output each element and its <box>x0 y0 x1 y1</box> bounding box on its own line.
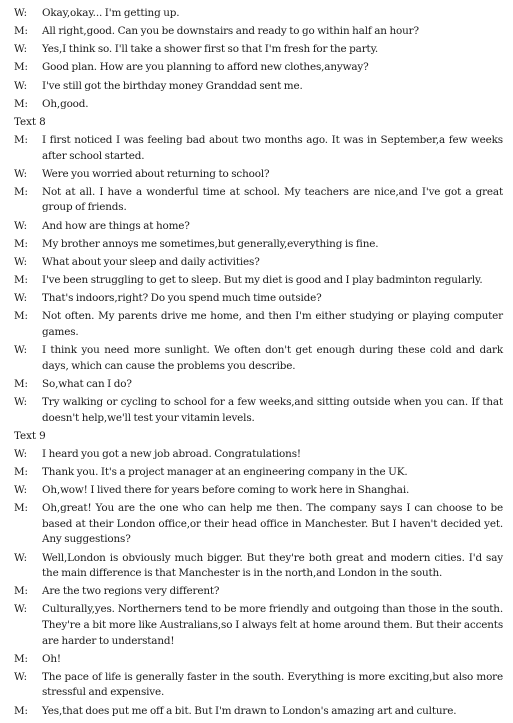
section-heading: Text 9 <box>14 429 46 442</box>
speaker-label: W: <box>14 292 27 305</box>
dialogue-text: What about your sleep and daily activities? <box>42 255 260 268</box>
speaker-label: M: <box>14 237 28 250</box>
speaker-label: M: <box>14 465 28 478</box>
dialogue-text: I first noticed I was feeling bad about two months ago. It was in September,a few weeks after school started. <box>42 133 503 162</box>
dialogue-text: Yes,that does put me off a bit. But I'm drawn to London's amazing art and culture. <box>42 704 457 717</box>
speaker-label: M: <box>14 133 28 146</box>
dialogue-line <box>14 652 503 668</box>
dialogue-line <box>14 255 503 271</box>
dialogue-line <box>14 291 503 307</box>
dialogue-line <box>14 97 503 113</box>
dialogue-line <box>14 704 503 720</box>
speaker-label: M: <box>14 377 28 390</box>
dialogue-line <box>14 133 503 164</box>
dialogue-text: All right,good. Can you be downstairs and ready to go within half an hour? <box>42 25 419 38</box>
dialogue-line <box>14 237 503 253</box>
speaker-label: M: <box>14 704 28 717</box>
dialogue-text: My brother annoys me sometimes,but generally,everything is fine. <box>42 237 379 250</box>
dialogue-line <box>14 395 503 426</box>
dialogue-text: Oh,good. <box>42 97 89 110</box>
dialogue-line <box>14 483 503 499</box>
dialogue-text: And how are things at home? <box>42 219 190 232</box>
dialogue-line <box>14 79 503 95</box>
speaker-label: M: <box>14 502 28 515</box>
dialogue-text: Oh! <box>42 652 61 665</box>
dialogue-text: Yes,I think so. I'll take a shower first so that I'm fresh for the party. <box>42 43 379 56</box>
speaker-label: W: <box>14 79 27 92</box>
dialogue-line <box>14 219 503 235</box>
speaker-label: M: <box>14 585 28 598</box>
dialogue-text: So,what can I do? <box>42 377 132 390</box>
speaker-label: W: <box>14 603 27 616</box>
dialogue-line <box>14 167 503 183</box>
dialogue-line <box>14 602 503 649</box>
dialogue-text: I've been struggling to get to sleep. But my diet is good and I play badminton regularly. <box>42 274 483 287</box>
dialogue-line <box>14 42 503 58</box>
dialogue-text: I think you need more sunlight. We often don't get enough during these cold and dark days, which can cause the problems you describe. <box>42 344 503 372</box>
speaker-label: M: <box>14 25 28 38</box>
dialogue-text: Oh,wow! I lived there for years before coming to work here in Shanghai. <box>42 484 410 497</box>
speaker-label: W: <box>14 344 27 357</box>
dialogue-line <box>14 447 503 463</box>
dialogue-line <box>14 465 503 481</box>
dialogue-text: Oh,great! You are the one who can help me then. The company says I can choose to be based at their London office,or their head office in Manchester. But I haven't decided yet. Any suggestions? <box>42 502 503 546</box>
dialogue-text: Not often. My parents drive me home, and then I'm either studying or playing computer games. <box>42 310 503 338</box>
speaker-label: W: <box>14 551 27 564</box>
speaker-label: W: <box>14 167 27 180</box>
dialogue-line <box>14 309 503 340</box>
dialogue-line <box>14 6 503 22</box>
dialogue-text: Culturally,yes. Northerners tend to be more friendly and outgoing than those in the south. They're a bit more like Australians,so I always felt at home around them. But their accents are harder to understand! <box>42 603 503 647</box>
dialogue-text: Thank you. It's a project manager at an engineering company in the UK. <box>42 465 408 478</box>
speaker-label: W: <box>14 670 27 683</box>
speaker-label: M: <box>14 652 28 665</box>
dialogue-text: Were you worried about returning to school? <box>42 167 270 180</box>
speaker-label: M: <box>14 185 28 198</box>
speaker-label: M: <box>14 61 28 74</box>
speaker-label: M: <box>14 97 28 110</box>
section-heading: Text 8 <box>14 115 46 128</box>
speaker-label: W: <box>14 447 27 460</box>
speaker-label: W: <box>14 484 27 497</box>
speaker-label: W: <box>14 7 27 19</box>
dialogue-text: That's indoors,right? Do you spend much time outside? <box>42 292 322 305</box>
dialogue-line <box>14 584 503 600</box>
speaker-label: W: <box>14 255 27 268</box>
dialogue-line <box>14 24 503 40</box>
speaker-label: M: <box>14 274 28 287</box>
speaker-label: W: <box>14 219 27 232</box>
dialogue-text: Not at all. I have a wonderful time at school. My teachers are nice,and I've got a great group of friends. <box>42 185 503 214</box>
dialogue-text: Well,London is obviously much bigger. But they're both great and modern cities. I'd say the main difference is that Manchester is in the north,and London in the south. <box>42 551 503 580</box>
dialogue-text: I've still got the birthday money Granddad sent me. <box>42 79 303 92</box>
dialogue-line <box>14 185 503 216</box>
dialogue-text: Try walking or cycling to school for a few weeks,and sitting outside when you can. If that doesn't help,we'll test your vitamin levels. <box>42 395 503 424</box>
dialogue-line <box>14 501 503 548</box>
dialogue-text: I heard you got a new job abroad. Congratulations! <box>42 447 301 460</box>
dialogue-text: The pace of life is generally faster in the south. Everything is more exciting,but also more stressful and expensive. <box>42 670 503 699</box>
dialogue-line <box>14 377 503 393</box>
dialogue-line <box>14 60 503 76</box>
speaker-label: W: <box>14 43 27 56</box>
speaker-label: M: <box>14 310 28 323</box>
dialogue-line <box>14 273 503 289</box>
speaker-label: W: <box>14 395 27 408</box>
dialogue-line <box>14 551 503 582</box>
dialogue-line <box>14 343 503 374</box>
dialogue-text: Are the two regions very different? <box>42 585 220 598</box>
dialogue-text: Okay,okay... I'm getting up. <box>42 7 180 19</box>
dialogue-line <box>14 670 503 701</box>
dialogue-text: Good plan. How are you planning to afford new clothes,anyway? <box>42 61 369 74</box>
